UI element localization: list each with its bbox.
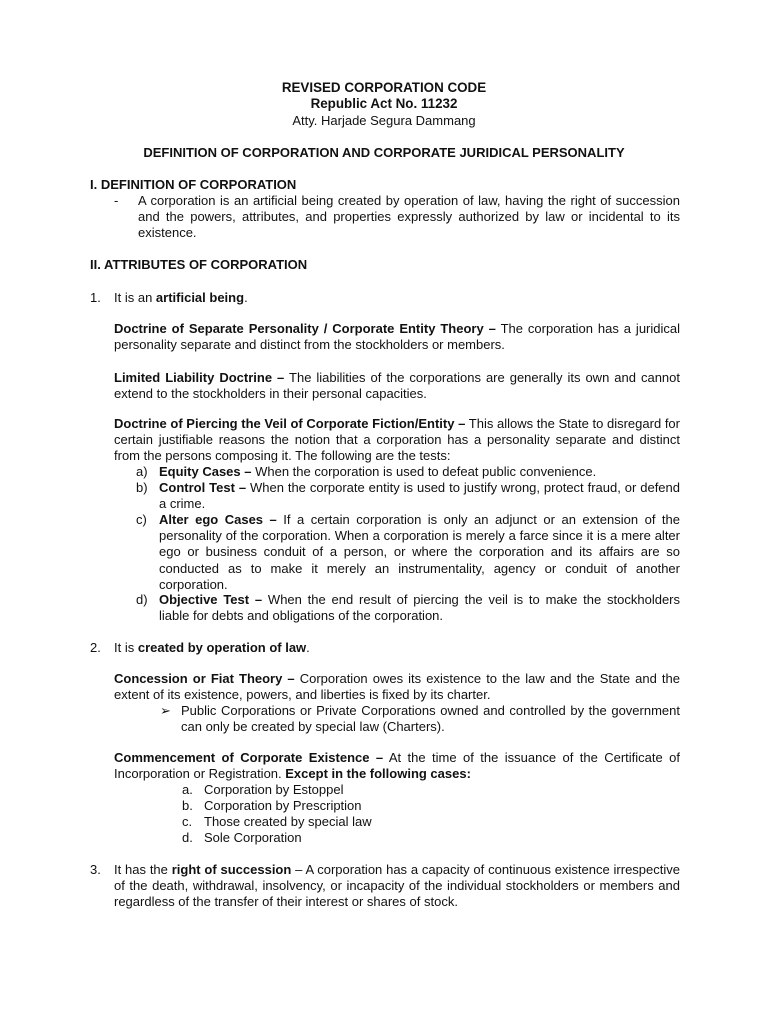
definition-text: A corporation is an artificial being created by operation of law, having the right of succession and the powers, attributes, and properties expressly authorized by law or incidental to its existence.: [138, 193, 680, 241]
act-number: Republic Act No. 11232: [310, 96, 458, 111]
test-d-text: Objective Test – When the end result of piercing the veil is to make the stockholders liable for debts and obligations of the corporation.: [159, 592, 681, 624]
bullet-dash: -: [114, 193, 119, 208]
test-a-text: Equity Cases – When the corporation is used to defeat public convenience.: [159, 464, 597, 479]
case-a-text: Corporation by Estoppel: [204, 782, 344, 797]
piercing-veil-paragraph: Doctrine of Piercing the Veil of Corporate Fiction/Entity – This allows the State to disregard for certain justifiable reasons the notion that a corporation has a personality separate and distinct from the persons composing it. The following are the tests:: [114, 416, 680, 464]
test-c-text: Alter ego Cases – If a certain corporation is only an adjunct or an extension of the personality of the corporation. When a corporation is merely a farce since it is a mere alter ego or business conduit of a person, or where the corporation and its affairs are so conducted as to make it merely an instrumentality, agency or conduit of another corporation.: [159, 512, 680, 592]
commencement-paragraph: Commencement of Corporate Existence – At the time of the issuance of the Certificate of Incorporation or Registration. Except in the following cases:: [114, 750, 681, 782]
test-b-text: Control Test – When the corporate entity is used to justify wrong, protect fraud, or defend a crime.: [159, 480, 680, 512]
case-a-letter: a.: [182, 782, 193, 797]
item-2-number: 2.: [90, 640, 101, 655]
document-title: REVISED CORPORATION CODE: [281, 80, 487, 95]
case-c-text: Those created by special law: [204, 814, 372, 829]
test-d-letter: d): [136, 592, 148, 607]
concession-theory-paragraph: Concession or Fiat Theory – Corporation owes its existence to the law and the State and the extent of its existence, powers, and liberties is fixed by its charter.: [114, 671, 680, 703]
author-name: Atty. Harjade Segura Dammang: [292, 113, 476, 128]
separate-personality-paragraph: Doctrine of Separate Personality / Corporate Entity Theory – The corporation has a juridical personality separate and distinct from the stockholders or members.: [114, 321, 680, 353]
item-1-text: It is an artificial being.: [114, 290, 248, 305]
case-b-text: Corporation by Prescription: [204, 798, 362, 813]
document-subtitle: DEFINITION OF CORPORATION AND CORPORATE JURIDICAL PERSONALITY: [143, 145, 625, 160]
section-2-heading: II. ATTRIBUTES OF CORPORATION: [90, 257, 308, 272]
item-2-text: It is created by operation of law.: [114, 640, 310, 655]
section-1-heading: I. DEFINITION OF CORPORATION: [90, 177, 297, 192]
case-b-letter: b.: [182, 798, 193, 813]
case-d-text: Sole Corporation: [204, 830, 302, 845]
case-d-letter: d.: [182, 830, 193, 845]
item-3-text: It has the right of succession – A corporation has a capacity of continuous existence irrespective of the death, withdrawal, insolvency, or incapacity of the individual stockholders or members and regardless of the transfer of their interest or shares of stock.: [114, 862, 680, 910]
public-corporations-text: Public Corporations or Private Corporations owned and controlled by the government can only be created by special law (Charters).: [181, 703, 680, 735]
case-c-letter: c.: [182, 814, 193, 829]
test-b-letter: b): [136, 480, 148, 495]
test-c-letter: c): [136, 512, 147, 527]
item-3-number: 3.: [90, 862, 101, 877]
limited-liability-paragraph: Limited Liability Doctrine – The liabilities of the corporations are generally its own and cannot extend to the stockholders in their personal capacities.: [114, 370, 680, 402]
arrow-bullet-icon: ➢: [160, 703, 171, 718]
item-1-number: 1.: [90, 290, 101, 305]
test-a-letter: a): [136, 464, 148, 479]
